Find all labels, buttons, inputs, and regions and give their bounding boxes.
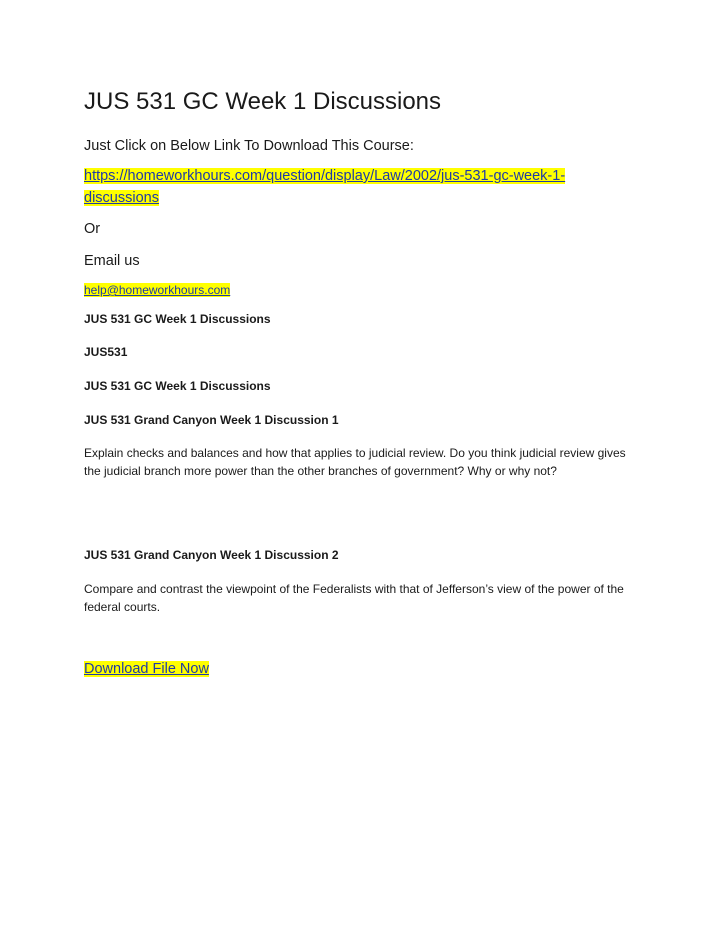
section-heading-2: JUS 531 GC Week 1 Discussions xyxy=(84,379,271,393)
section-heading-1: JUS 531 GC Week 1 Discussions xyxy=(84,312,271,326)
course-link-block xyxy=(84,165,619,209)
course-code: JUS531 xyxy=(84,345,128,359)
download-instructions: Just Click on Below Link To Download This Course: xyxy=(84,138,414,154)
email-us-label: Email us xyxy=(84,253,140,269)
email-link-wrap xyxy=(84,282,230,298)
discussion-1-heading: JUS 531 Grand Canyon Week 1 Discussion 1 xyxy=(84,413,339,427)
course-download-link[interactable] xyxy=(84,168,565,206)
page-title: JUS 531 GC Week 1 Discussions xyxy=(84,88,442,115)
download-file-link[interactable]: Download File Now xyxy=(84,661,209,677)
discussion-2-body: Compare and contrast the viewpoint of the Federalists with that of Jefferson’s view of the power of the federal courts. xyxy=(84,582,624,614)
course-link-line2[interactable]: discussions xyxy=(84,190,159,206)
email-link[interactable]: help@homeworkhours.com xyxy=(84,283,231,297)
discussion-2-heading: JUS 531 Grand Canyon Week 1 Discussion 2 xyxy=(84,548,339,562)
course-link-line1[interactable]: https://homeworkhours.com/question/display/Law/2002/jus-531-gc-week-1- xyxy=(84,168,566,184)
discussion-1-body: Explain checks and balances and how that applies to judicial review. Do you think judicial review gives the judicial branch more power than the other branches of government? Why or why not? xyxy=(84,446,626,478)
or-text: Or xyxy=(84,221,101,237)
download-link-wrap xyxy=(84,659,209,679)
